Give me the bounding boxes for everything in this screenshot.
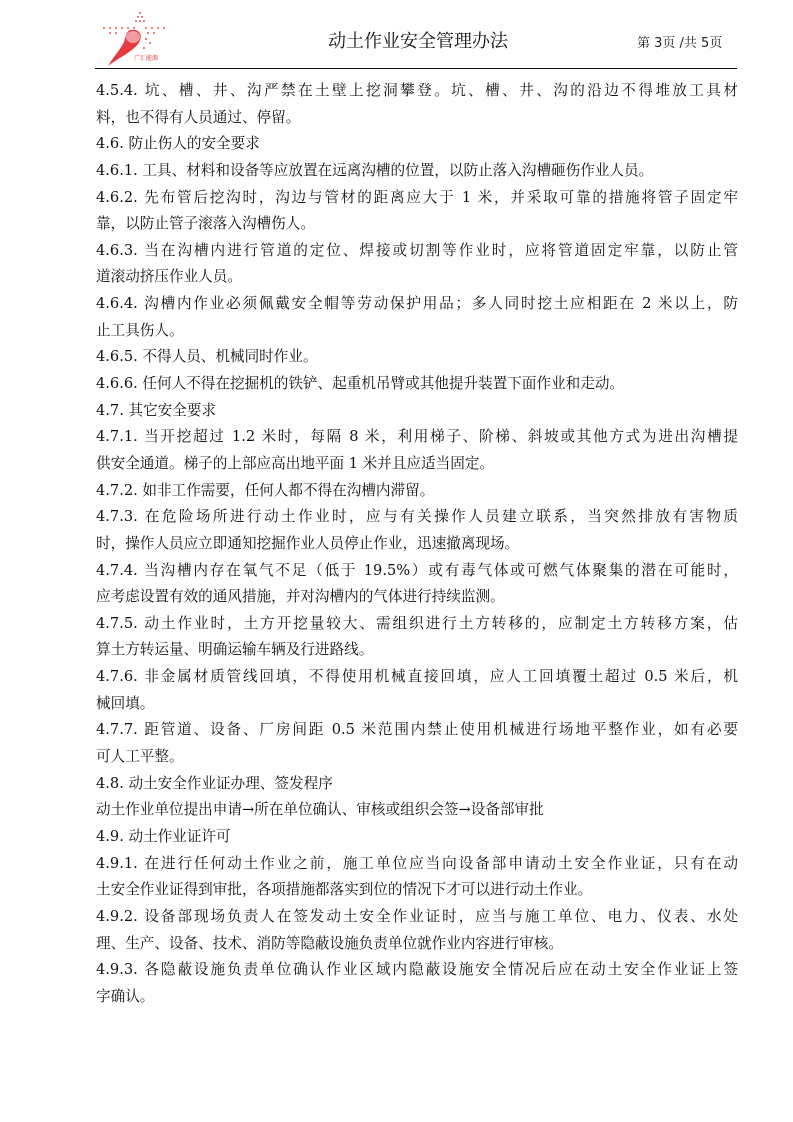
paragraph (96, 398, 738, 425)
paragraph (96, 131, 738, 158)
text-line: 4.7.7. 距管道、设备、厂房间距 0.5 米范围内禁止使用机械进行场地平整作业，如有必要 (96, 721, 738, 739)
paragraph (96, 185, 738, 238)
paragraph (96, 904, 738, 957)
document-body (96, 78, 738, 1010)
paragraph (96, 664, 738, 717)
paragraph (96, 424, 738, 477)
paragraph (96, 344, 738, 371)
text-line: 4.6.1. 工具、材料和设备等应放置在远离沟槽的位置，以防止落入沟槽砸伤作业人员。 (96, 161, 654, 179)
text-line: 4.7.4. 当沟槽内存在氧气不足（低于 19.5%）或有毒气体或可燃气体聚集的潜在可能时， (96, 561, 738, 579)
text-line: 4.7.1. 当开挖超过 1.2 米时，每隔 8 米，利用梯子、阶梯、斜坡或其他方式为进出沟槽提 (96, 428, 738, 446)
text-line: 4.9.3. 各隐蔽设施负责单位确认作业区域内隐蔽设施安全情况后应在动土安全作业证上签 (96, 961, 738, 979)
paragraph (96, 717, 738, 770)
text-line: 4.6.6. 任何人不得在挖掘机的铁铲、起重机吊臂或其他提升装置下面作业和走动。 (96, 375, 625, 393)
text-line: 时，操作人员应立即通知挖掘作业人员停止作业，迅速撤离现场。 (96, 534, 520, 552)
text-line: 4.8. 动土安全作业证办理、签发程序 (96, 774, 333, 792)
paragraph (96, 771, 738, 798)
paragraph (96, 957, 738, 1010)
text-line: 动土作业单位提出申请→所在单位确认、审核或组织会签→设备部审批 (96, 801, 544, 819)
text-line: 可人工平整。 (96, 748, 184, 766)
paragraph (96, 371, 738, 398)
text-line: 4.7.5. 动土作业时，土方开挖量较大、需组织进行土方转移的，应制定土方转移方案，估 (96, 614, 738, 632)
paragraph (96, 558, 738, 611)
text-line: 4.7.3. 在危险场所进行动土作业时，应与有关操作人员建立联系，当突然排放有害物质 (96, 508, 738, 526)
document-title: 动土作业安全管理办法 (328, 31, 508, 52)
text-line: 4.9.1. 在进行任何动土作业之前，施工单位应当向设备部申请动土安全作业证，只有在动 (96, 854, 738, 872)
text-line: 算土方转运量、明确运输车辆及行进路线。 (96, 641, 374, 659)
paragraph (96, 504, 738, 557)
page-indicator: 第 3页 /共 5页 (637, 36, 723, 51)
paragraph (96, 611, 738, 664)
paragraph (96, 797, 738, 824)
text-line: 4.7. 其它安全要求 (96, 401, 217, 419)
text-line: 4.9. 动土作业证许可 (96, 827, 231, 845)
text-line: 4.5.4. 坑、槽、井、沟严禁在土壁上挖洞攀登。坑、槽、井、沟的沿边不得堆放工具材 (96, 82, 738, 99)
text-line: 字确认。 (96, 987, 155, 1005)
text-line: 止工具伤人。 (96, 321, 184, 339)
text-line: 4.6.2. 先布管后挖沟时，沟边与管材的距离应大于 1 米，并采取可靠的措施将管子固定牢 (96, 188, 738, 206)
text-line: 料，也不得有人员通过、停留。 (96, 108, 301, 126)
logo-text: 广汇能源 (134, 55, 159, 62)
paragraph (96, 851, 738, 904)
paragraph (96, 158, 738, 185)
text-line: 应考虑设置有效的通风措施，并对沟槽内的气体进行持续监测。 (96, 588, 505, 606)
text-line: 械回填。 (96, 694, 155, 712)
paragraph (96, 824, 738, 851)
text-line: 4.6.4. 沟槽内作业必须佩戴安全帽等劳动保护用品；多人同时挖土应相距在 2 米以上，防 (96, 295, 738, 313)
text-line: 道滚动挤压作业人员。 (96, 268, 242, 286)
text-line: 4.6.3. 当在沟槽内进行管道的定位、焊接或切割等作业时，应将管道固定牢靠，以防止管 (96, 241, 738, 259)
header-divider (95, 68, 737, 69)
paragraph (96, 291, 738, 344)
text-line: 4.7.6. 非金属材质管线回填，不得使用机械直接回填，应人工回填覆土超过 0.5 米后，机 (96, 668, 738, 686)
text-line: 4.6.5. 不得人员、机械同时作业。 (96, 348, 318, 366)
text-line: 供安全通道。梯子的上部应高出地平面 1 米并且应适当固定。 (96, 454, 495, 472)
paragraph (96, 238, 738, 291)
text-line: 理、生产、设备、技术、消防等隐蔽设施负责单位就作业内容进行审核。 (96, 934, 564, 952)
text-line: 4.6. 防止伤人的安全要求 (96, 135, 260, 153)
paragraph (96, 78, 738, 131)
text-line: 4.7.2. 如非工作需要，任何人都不得在沟槽内滞留。 (96, 481, 435, 499)
paragraph (96, 478, 738, 505)
text-line: 4.9.2. 设备部现场负责人在签发动土安全作业证时，应当与施工单位、电力、仪表、水处 (96, 907, 738, 925)
text-line: 靠，以防止管子滚落入沟槽伤人。 (96, 215, 315, 233)
text-line: 土安全作业证得到审批，各项措施都落实到位的情况下才可以进行动土作业。 (96, 881, 593, 899)
